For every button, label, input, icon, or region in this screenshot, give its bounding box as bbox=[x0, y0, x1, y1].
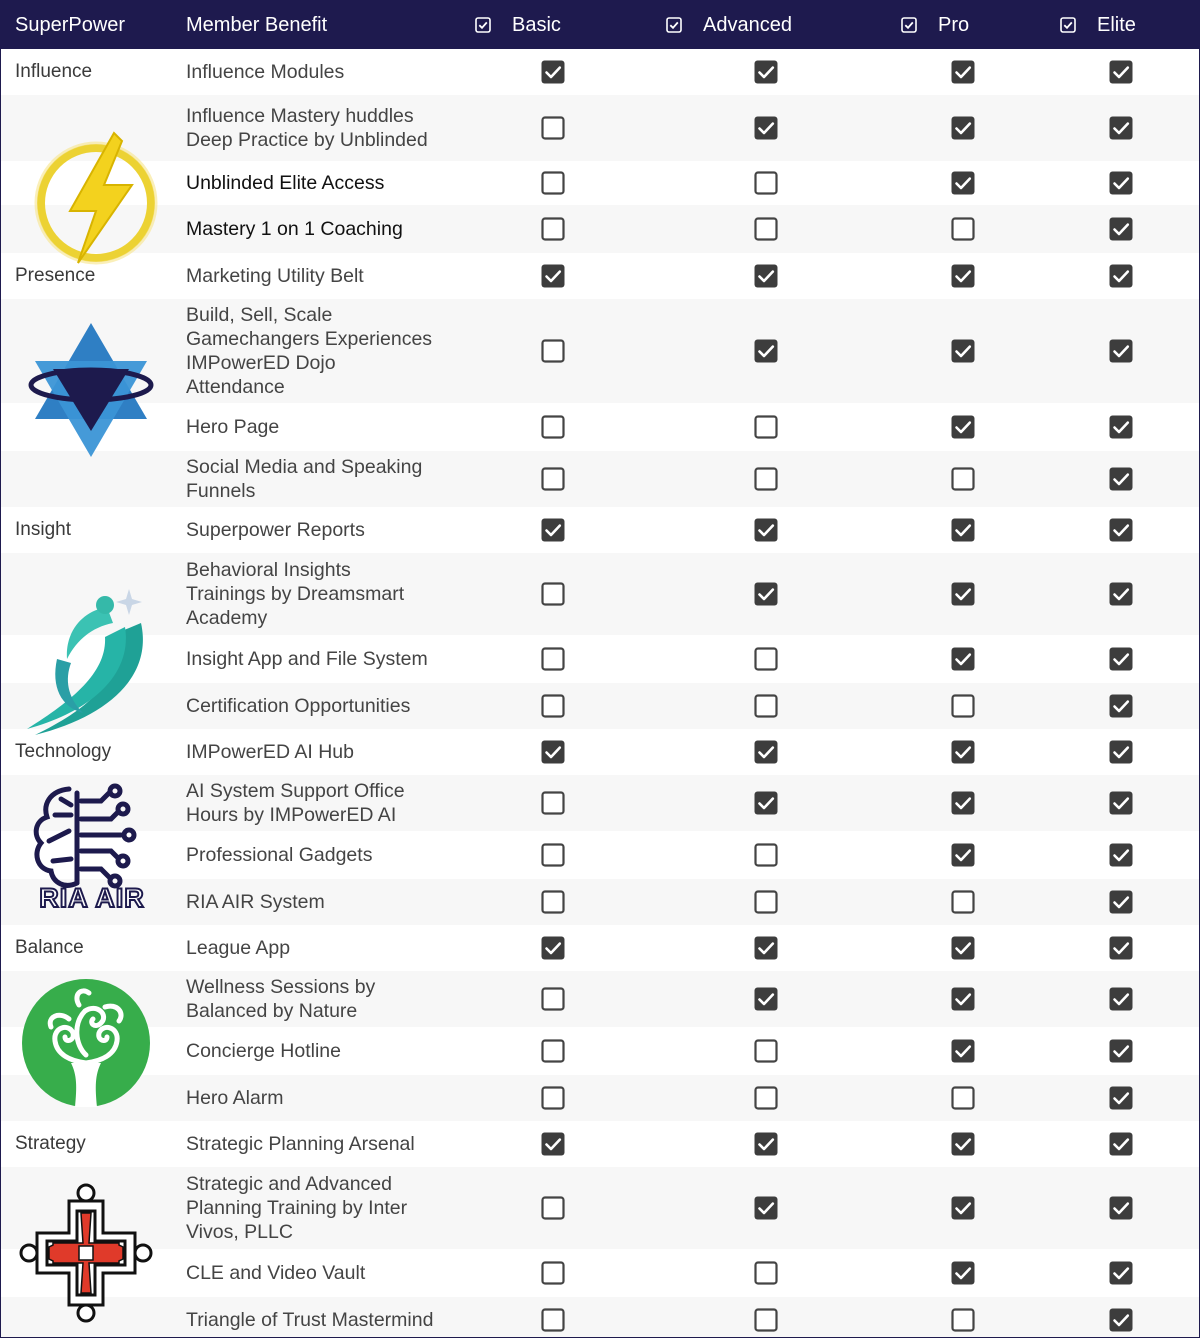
elite-tier-checkbox[interactable] bbox=[1109, 647, 1133, 671]
basic-tier-checkbox[interactable] bbox=[541, 415, 565, 439]
benefit-label: Certification Opportunities bbox=[186, 695, 411, 717]
advanced-tier-checkbox[interactable] bbox=[754, 987, 778, 1011]
benefit-label: Hero Page bbox=[186, 416, 280, 438]
basic-tier-checkbox[interactable] bbox=[541, 217, 565, 241]
pro-tier-checkbox[interactable] bbox=[951, 582, 975, 606]
pro-tier-checkbox[interactable] bbox=[951, 791, 975, 815]
benefit-label: RIA AIR System bbox=[186, 891, 325, 913]
pro-tier-checkbox[interactable] bbox=[951, 467, 975, 491]
benefit-label: Triangle of Trust Mastermind bbox=[186, 1309, 434, 1331]
basic-tier-checkbox[interactable] bbox=[541, 116, 565, 140]
elite-tier-checkbox[interactable] bbox=[1109, 843, 1133, 867]
table-row bbox=[1, 299, 1199, 403]
advanced-tier-checkbox[interactable] bbox=[754, 582, 778, 606]
benefit-label: Strategic Planning Arsenal bbox=[186, 1133, 415, 1155]
advanced-tier-checkbox[interactable] bbox=[754, 467, 778, 491]
advanced-tier-checkbox[interactable] bbox=[754, 740, 778, 764]
superpower-label-strategy: Strategy bbox=[15, 1133, 86, 1154]
basic-tier-checkbox[interactable] bbox=[541, 936, 565, 960]
advanced-tier-checkbox[interactable] bbox=[754, 264, 778, 288]
green-tree-logo-icon bbox=[19, 975, 153, 1113]
elite-tier-checkbox[interactable] bbox=[1109, 1086, 1133, 1110]
header-tier-elite: Elite bbox=[1097, 14, 1136, 36]
pro-tier-checkbox[interactable] bbox=[951, 171, 975, 195]
elite-tier-checkbox[interactable] bbox=[1109, 467, 1133, 491]
advanced-tier-checkbox[interactable] bbox=[754, 694, 778, 718]
basic-tier-checkbox[interactable] bbox=[541, 582, 565, 606]
elite-tier-checkbox[interactable] bbox=[1109, 890, 1133, 914]
table-row bbox=[1, 95, 1199, 161]
table-row bbox=[1, 1121, 1199, 1167]
table-row bbox=[1, 683, 1199, 729]
advanced-tier-checkbox[interactable] bbox=[754, 843, 778, 867]
pro-tier-checkbox[interactable] bbox=[951, 518, 975, 542]
elite-tier-checkbox[interactable] bbox=[1109, 1308, 1133, 1332]
basic-tier-checkbox[interactable] bbox=[541, 694, 565, 718]
advanced-tier-checkbox[interactable] bbox=[754, 339, 778, 363]
table-row bbox=[1, 635, 1199, 683]
elite-tier-checkbox[interactable] bbox=[1109, 264, 1133, 288]
pro-tier-checkbox[interactable] bbox=[951, 647, 975, 671]
table-row bbox=[1, 1027, 1199, 1075]
table-row bbox=[1, 1249, 1199, 1297]
table-row bbox=[1, 205, 1199, 253]
pro-tier-checkbox[interactable] bbox=[951, 60, 975, 84]
elite-tier-checkbox[interactable] bbox=[1109, 116, 1133, 140]
table-row bbox=[1, 1297, 1199, 1338]
basic-tier-checkbox[interactable] bbox=[541, 740, 565, 764]
benefit-label: League App bbox=[186, 937, 291, 959]
advanced-tier-checkbox[interactable] bbox=[754, 936, 778, 960]
header-tier-advanced: Advanced bbox=[703, 14, 792, 36]
benefit-label: Superpower Reports bbox=[186, 519, 365, 541]
pro-tier-checkbox[interactable] bbox=[951, 694, 975, 718]
elite-tier-checkbox[interactable] bbox=[1109, 987, 1133, 1011]
benefit-label: Mastery 1 on 1 Coaching bbox=[186, 218, 403, 240]
table-row bbox=[1, 253, 1199, 299]
advanced-tier-checkbox[interactable] bbox=[754, 518, 778, 542]
pro-header-checkbox-icon[interactable] bbox=[901, 17, 917, 33]
ria-air-logo-text: RIA AIR bbox=[39, 883, 145, 911]
basic-tier-checkbox[interactable] bbox=[541, 518, 565, 542]
superpower-label-balance: Balance bbox=[15, 937, 84, 958]
advanced-tier-checkbox[interactable] bbox=[754, 60, 778, 84]
table-row bbox=[1, 49, 1199, 95]
basic-tier-checkbox[interactable] bbox=[541, 339, 565, 363]
advanced-tier-checkbox[interactable] bbox=[754, 1132, 778, 1156]
superpower-label-presence: Presence bbox=[15, 265, 96, 286]
table-row bbox=[1, 403, 1199, 451]
elite-tier-checkbox[interactable] bbox=[1109, 60, 1133, 84]
elite-tier-checkbox[interactable] bbox=[1109, 1039, 1133, 1063]
basic-tier-checkbox[interactable] bbox=[541, 1132, 565, 1156]
basic-tier-checkbox[interactable] bbox=[541, 60, 565, 84]
elite-tier-checkbox[interactable] bbox=[1109, 1132, 1133, 1156]
table-row bbox=[1, 1167, 1199, 1249]
basic-tier-checkbox[interactable] bbox=[541, 171, 565, 195]
basic-header-checkbox-icon[interactable] bbox=[475, 17, 491, 33]
advanced-header-checkbox-icon[interactable] bbox=[666, 17, 682, 33]
basic-tier-checkbox[interactable] bbox=[541, 264, 565, 288]
ria-air-brain-logo-icon bbox=[21, 779, 163, 911]
benefit-label: Strategic and Advanced Planning Training by Inter Vivos, PLLC bbox=[186, 1173, 408, 1243]
table-row bbox=[1, 925, 1199, 971]
benefit-label: Concierge Hotline bbox=[186, 1040, 342, 1062]
elite-tier-checkbox[interactable] bbox=[1109, 217, 1133, 241]
advanced-tier-checkbox[interactable] bbox=[754, 217, 778, 241]
advanced-tier-checkbox[interactable] bbox=[754, 171, 778, 195]
elite-tier-checkbox[interactable] bbox=[1109, 582, 1133, 606]
basic-tier-checkbox[interactable] bbox=[541, 1086, 565, 1110]
pro-tier-checkbox[interactable] bbox=[951, 1039, 975, 1063]
basic-tier-checkbox[interactable] bbox=[541, 987, 565, 1011]
pro-tier-checkbox[interactable] bbox=[951, 1086, 975, 1110]
pro-tier-checkbox[interactable] bbox=[951, 1308, 975, 1332]
lightning-bolt-icon bbox=[34, 131, 159, 271]
header-tier-pro: Pro bbox=[938, 14, 970, 36]
elite-tier-checkbox[interactable] bbox=[1109, 1261, 1133, 1285]
basic-tier-checkbox[interactable] bbox=[541, 467, 565, 491]
header-superpower: SuperPower bbox=[15, 14, 126, 36]
advanced-tier-checkbox[interactable] bbox=[754, 1261, 778, 1285]
table-row bbox=[1, 507, 1199, 553]
pro-tier-checkbox[interactable] bbox=[951, 415, 975, 439]
pro-tier-checkbox[interactable] bbox=[951, 843, 975, 867]
pro-tier-checkbox[interactable] bbox=[951, 740, 975, 764]
basic-tier-checkbox[interactable] bbox=[541, 1196, 565, 1220]
elite-tier-checkbox[interactable] bbox=[1109, 415, 1133, 439]
pro-tier-checkbox[interactable] bbox=[951, 1261, 975, 1285]
header-member-benefit: Member Benefit bbox=[186, 14, 328, 36]
superpower-label-technology: Technology bbox=[15, 741, 112, 762]
benefit-label: Influence Mastery huddles Deep Practice by Unblinded bbox=[186, 105, 428, 151]
basic-tier-checkbox[interactable] bbox=[541, 1308, 565, 1332]
benefit-label: Insight App and File System bbox=[186, 648, 428, 670]
benefit-label: IMPowerED AI Hub bbox=[186, 741, 354, 763]
basic-tier-checkbox[interactable] bbox=[541, 791, 565, 815]
advanced-tier-checkbox[interactable] bbox=[754, 791, 778, 815]
benefit-label: Social Media and Speaking Funnels bbox=[186, 456, 423, 502]
table-row bbox=[1, 161, 1199, 205]
elite-tier-checkbox[interactable] bbox=[1109, 518, 1133, 542]
advanced-tier-checkbox[interactable] bbox=[754, 415, 778, 439]
advanced-tier-checkbox[interactable] bbox=[754, 1086, 778, 1110]
header-tier-basic: Basic bbox=[512, 14, 561, 36]
elite-tier-checkbox[interactable] bbox=[1109, 791, 1133, 815]
basic-tier-checkbox[interactable] bbox=[541, 843, 565, 867]
pro-tier-checkbox[interactable] bbox=[951, 339, 975, 363]
advanced-tier-checkbox[interactable] bbox=[754, 1308, 778, 1332]
table-row bbox=[1, 831, 1199, 879]
elite-tier-checkbox[interactable] bbox=[1109, 339, 1133, 363]
superpower-label-influence: Influence bbox=[15, 61, 93, 82]
elite-header-checkbox-icon[interactable] bbox=[1060, 17, 1076, 33]
table-row bbox=[1, 729, 1199, 775]
pro-tier-checkbox[interactable] bbox=[951, 890, 975, 914]
advanced-tier-checkbox[interactable] bbox=[754, 1039, 778, 1063]
pro-tier-checkbox[interactable] bbox=[951, 264, 975, 288]
benefit-label: AI System Support Office Hours by IMPowerED AI bbox=[186, 780, 405, 826]
benefit-label: CLE and Video Vault bbox=[186, 1262, 366, 1284]
pro-tier-checkbox[interactable] bbox=[951, 936, 975, 960]
table-row bbox=[1, 451, 1199, 507]
pro-tier-checkbox[interactable] bbox=[951, 1132, 975, 1156]
benefit-label: Influence Modules bbox=[186, 61, 345, 83]
benefit-label: Unblinded Elite Access bbox=[186, 172, 385, 194]
basic-tier-checkbox[interactable] bbox=[541, 890, 565, 914]
basic-tier-checkbox[interactable] bbox=[541, 1039, 565, 1063]
benefit-label: Marketing Utility Belt bbox=[186, 265, 364, 287]
pro-tier-checkbox[interactable] bbox=[951, 1196, 975, 1220]
star-triangle-logo-icon bbox=[27, 321, 155, 459]
advanced-tier-checkbox[interactable] bbox=[754, 116, 778, 140]
benefit-label: Behavioral Insights Trainings by Dreamsmart Academy bbox=[186, 559, 405, 629]
table-row bbox=[1, 1075, 1199, 1121]
table-row bbox=[1, 879, 1199, 925]
pro-tier-checkbox[interactable] bbox=[951, 217, 975, 241]
table-row bbox=[1, 553, 1199, 635]
table-header bbox=[1, 1, 1199, 49]
basic-tier-checkbox[interactable] bbox=[541, 1261, 565, 1285]
advanced-tier-checkbox[interactable] bbox=[754, 1196, 778, 1220]
table-row bbox=[1, 775, 1199, 831]
benefit-label: Professional Gadgets bbox=[186, 844, 373, 866]
dreamsmart-figure-logo-icon bbox=[21, 567, 153, 737]
elite-tier-checkbox[interactable] bbox=[1109, 740, 1133, 764]
pro-tier-checkbox[interactable] bbox=[951, 987, 975, 1011]
advanced-tier-checkbox[interactable] bbox=[754, 647, 778, 671]
superpower-label-insight: Insight bbox=[15, 519, 71, 540]
basic-tier-checkbox[interactable] bbox=[541, 647, 565, 671]
pro-tier-checkbox[interactable] bbox=[951, 116, 975, 140]
benefit-label: Build, Sell, Scale Gamechangers Experiences IMPowerED Dojo Attendance bbox=[186, 304, 433, 398]
elite-tier-checkbox[interactable] bbox=[1109, 936, 1133, 960]
red-cross-emblem-icon bbox=[19, 1183, 153, 1323]
elite-tier-checkbox[interactable] bbox=[1109, 171, 1133, 195]
benefit-label: Hero Alarm bbox=[186, 1087, 284, 1109]
table-row bbox=[1, 971, 1199, 1027]
advanced-tier-checkbox[interactable] bbox=[754, 890, 778, 914]
elite-tier-checkbox[interactable] bbox=[1109, 1196, 1133, 1220]
elite-tier-checkbox[interactable] bbox=[1109, 694, 1133, 718]
benefit-label: Wellness Sessions by Balanced by Nature bbox=[186, 976, 376, 1022]
